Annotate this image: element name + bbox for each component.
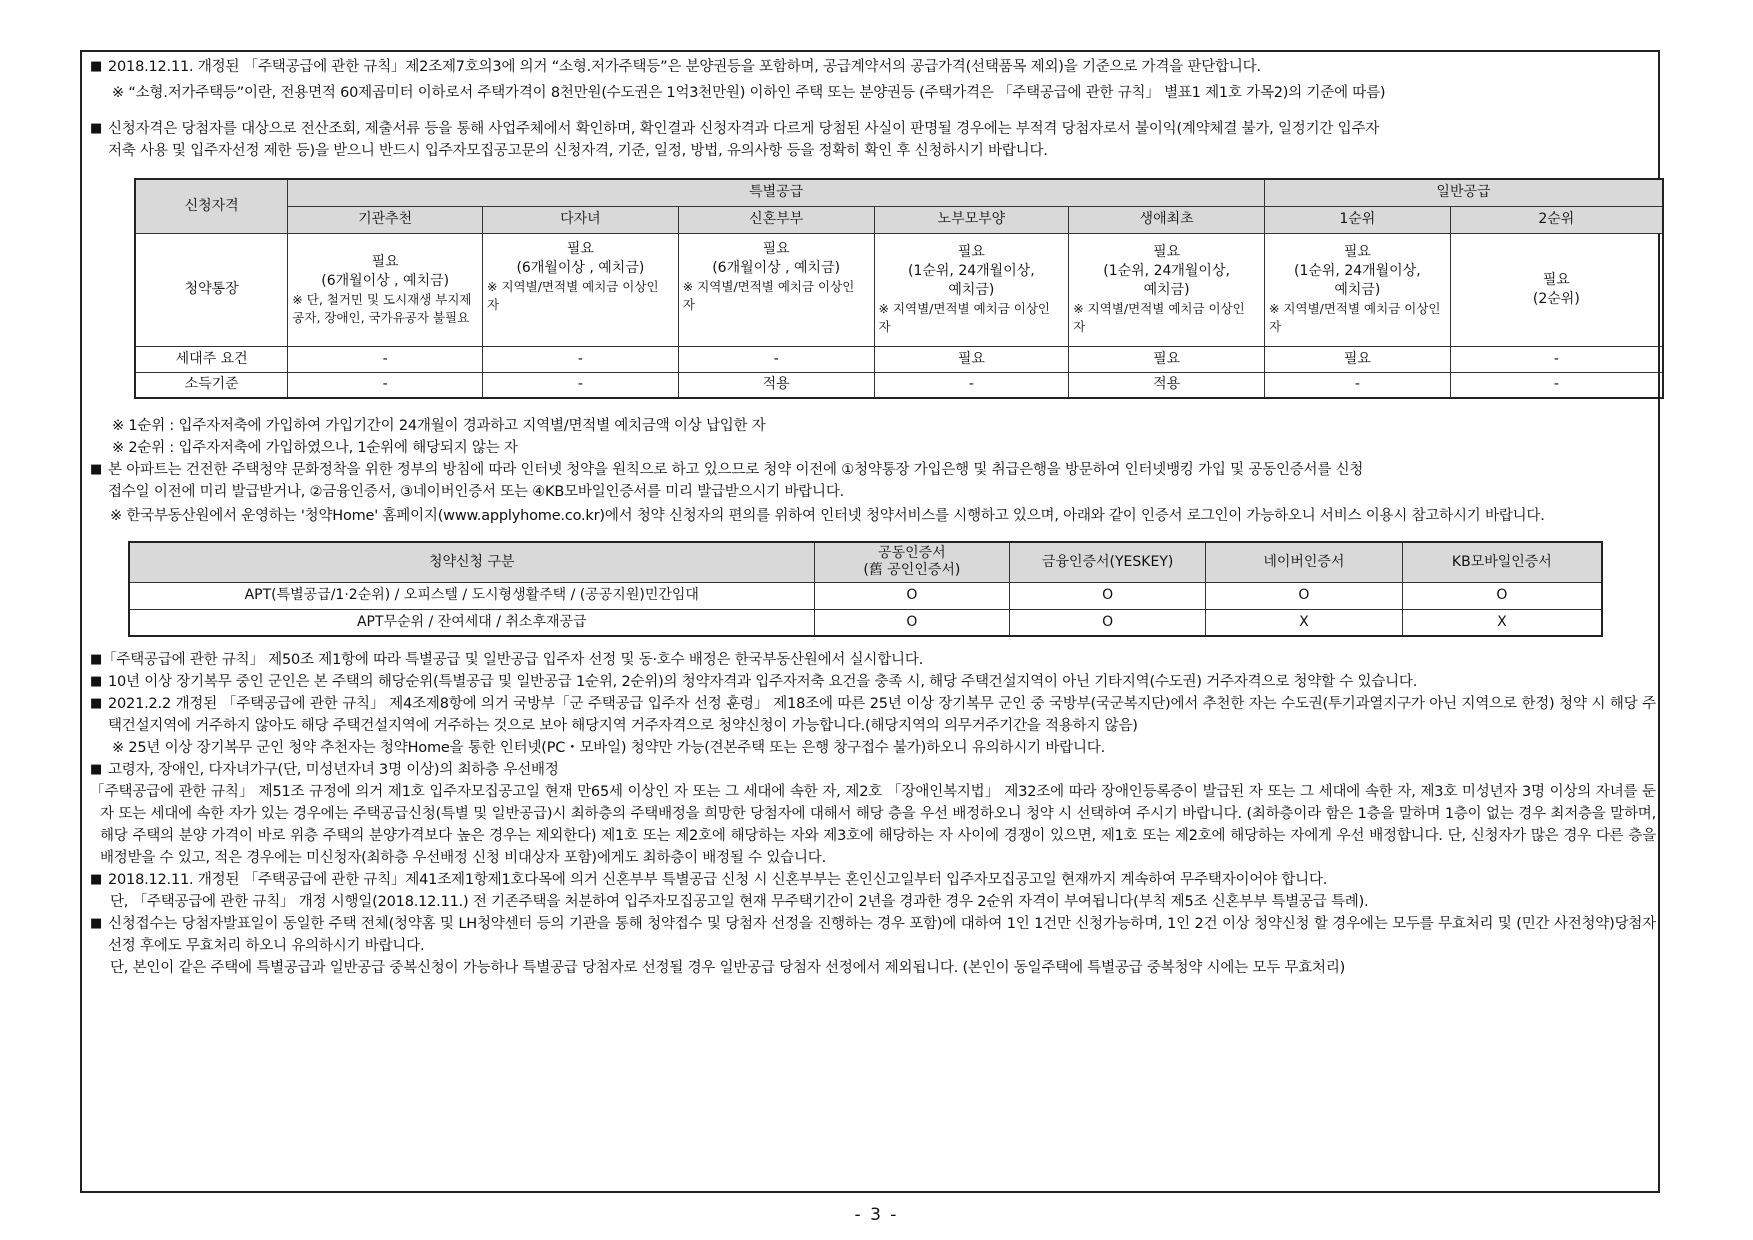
cert-header: 공동인증서 (舊 공인인증서) [814, 542, 1010, 582]
qual-general-supply-header: 일반공급 [1264, 179, 1663, 206]
note-rank-2: ※ 2순위 : 입주자저축에 가입하였으나, 1순위에 해당되지 않는 자 [112, 440, 518, 456]
cert-cell: O [1206, 582, 1403, 609]
cert-header: 금융인증서(YESKEY) [1010, 542, 1206, 582]
qual-cell: - [483, 346, 679, 372]
qual-cell: 필요 (1순위, 24개월이상, 예치금) ※ 지역별/면적별 예치금 이상인 자 [1264, 233, 1450, 346]
qual-cell: 필요 (2순위) [1450, 233, 1663, 346]
document-body [90, 56, 1656, 979]
qual-cell: - [288, 372, 483, 398]
qual-cell: - [1264, 372, 1450, 398]
qual-cell: 필요 (6개월이상 , 예치금) ※ 단, 철거민 및 도시재생 부지제공자, 장애인, 국가유공자 불필요 [288, 233, 483, 346]
qual-cell: 필요 [874, 346, 1069, 372]
cert-cell: O [1010, 609, 1206, 636]
qual-cell: - [288, 346, 483, 372]
note-small-low-price-definition: ※ “소형.저가주택등”이란, 전용면적 60제곱미터 이하로서 주택가격이 8천만원(수도권은 1억3천만원) 이하인 주택 또는 분양권등 (주택가격은 「주택공급에 관한 규칙」 별표1 제1호 가목2)의 기준에 따름) [112, 85, 1386, 101]
cert-cell: APT무순위 / 잔여세대 / 취소후재공급 [129, 609, 814, 636]
qual-cell: - [483, 372, 679, 398]
qual-cell: 필요 (6개월이상 , 예치금) ※ 지역별/면적별 예치금 이상인 자 [483, 233, 679, 346]
qual-col-header: 2순위 [1450, 206, 1663, 233]
paragraph-internet-application: ■ 본 아파트는 건전한 주택청약 문화정착을 위한 정부의 방침에 따라 인터넷 청약을 원칙으로 하고 있으므로 청약 이전에 ①청약통장 가입은행 및 취급은행을 방문하여 인터넷뱅킹 가입 및 공동인증서를 신청 접수일 이전에 미리 발급받거나, ②금융인증서, ③네이버인증서 또는 ④KB모바일인증서를 미리 발급받으시기 바랍니다. [90, 459, 1656, 503]
cert-row [129, 609, 1602, 636]
paragraph-lowest-floor-priority: ■ 고령자, 장애인, 다자녀가구(단, 미성년자녀 3명 이상)의 최하층 우선배정 [90, 759, 1656, 781]
qual-corner-header: 신청자격 [135, 179, 288, 233]
cert-cell: O [814, 609, 1010, 636]
qual-col-header: 1순위 [1264, 206, 1450, 233]
paragraph-long-service-soldier-25y: ■ 2021.2.2 개정된 「주택공급에 관한 규칙」 제4조제8항에 의거 국방부「군 주택공급 입주자 선정 훈령」 제18조에 따른 25년 이상 장기복무 군인 중 국방부(국군복지단)에서 추천한 자는 수도권(투기과열지구가 아닌 지역으로 한정) 청약 시 해당 주택건설지역에 거주하지 않아도 해당 주택건설지역에 거주하는 것으로 보아 해당지역 거주자격으로 청약신청이 가능합니다.(해당지역의 의무거주기간을 적용하지 않음) [90, 693, 1656, 737]
cert-header: KB모바일인증서 [1402, 542, 1602, 582]
bullet-icon: ■ [90, 762, 103, 777]
paragraph-lowest-floor-rules: 「주택공급에 관한 규칙」 제51조 규정에 의거 제1호 입주자모집공고일 현재 만65세 이상인 자 또는 그 세대에 속한 자, 제2호 「장애인복지법」 제32조에 따라 장애인등록증이 발급된 자 또는 그 세대에 속한 자, 제3호 미성년자 3명 이상의 자녀를 둔 자 또는 세대에 속한 자가 있는 경우에는 주택공급신청(특별 및 일반공급)시 최하층의 주택배정을 희망한 당첨자에 대해서 해당 층을 우선 배정하오니 청약 시 선택하여 주시기 바랍니다. (최하층이라 함은 1층을 말하며 1층이 없는 경우 최저층을 말하며, 해당 주택의 분양 가격이 바로 위층 주택의 분양가격보다 높은 경우는 제외한다) 제1호 또는 제2호에 해당하는 자와 제3호에 해당하는 자 사이에 경쟁이 있으면, 제1호 또는 제2호에 해당하는 자에게 우선 배정합니다. 단, 신청자가 많은 경우 다른 층을 배정받을 수 있고, 적은 경우에는 미신청자(최하층 우선배정 신청 비대상자 포함)에게도 최하층이 배정될 수 있습니다. [90, 784, 1656, 866]
qual-cell: - [874, 372, 1069, 398]
paragraph-newlywed-exception: 단, 「주택공급에 관한 규칙」 개정 시행일(2018.12.11.) 전 기존주택을 처분하여 입주자모집공고일 현재 무주택기간이 2년을 경과한 경우 2순위 자격이 부여됩니다(부칙 제5조 신혼부부 특별공급 특례). [110, 894, 1369, 910]
bullet-icon: ■ [90, 121, 103, 136]
note-rank-1: ※ 1순위 : 입주자저축에 가입하여 가입기간이 24개월이 경과하고 지역별/면적별 예치금액 이상 납입한 자 [112, 418, 766, 434]
bullet-icon: ■ [90, 696, 103, 711]
cert-row [129, 582, 1602, 609]
paragraph-newlywed-requirement: ■ 2018.12.11. 개정된 「주택공급에 관한 규칙」제41조제1항제1호다목에 의거 신혼부부 특별공급 신청 시 신혼부부는 혼인신고일부터 입주자모집공고일 현재까지 계속하여 무주택자이어야 합니다. [90, 869, 1656, 891]
paragraph-duplicate-application: ■ 신청접수는 당첨자발표일이 동일한 주택 전체(청약홈 및 LH청약센터 등의 기관을 통해 청약접수 및 당첨자 선정을 진행하는 경우 포함)에 대하여 1인 1건만 신청가능하며, 1인 2건 이상 청약신청 할 경우에는 모두를 무효처리 및 (민간 사전청약)당첨자 선정 후에도 무효처리 하오니 유의하시기 바랍니다. [90, 913, 1656, 957]
bullet-icon: ■ [90, 872, 103, 887]
bullet-icon: ■ [90, 462, 103, 477]
paragraph-selection-assignment: ■ 「주택공급에 관한 규칙」 제50조 제1항에 따라 특별공급 및 일반공급 입주자 선정 및 동·호수 배정은 한국부동산원에서 실시합니다. [90, 649, 1656, 671]
qual-cell: 적용 [678, 372, 874, 398]
qual-cell: - [1450, 372, 1663, 398]
qual-row-label: 세대주 요건 [135, 346, 288, 372]
cert-cell: O [814, 582, 1010, 609]
paragraph-duplicate-exception: 단, 본인이 같은 주택에 특별공급과 일반공급 중복신청이 가능하나 특별공급 당첨자로 선정될 경우 일반공급 당첨자 선정에서 제외됩니다. (본인이 동일주택에 특별공급 중복청약 시에는 모두 무효처리) [110, 960, 1346, 976]
qual-col-header: 다자녀 [483, 206, 679, 233]
cert-cell: O [1402, 582, 1602, 609]
qualification-table [134, 178, 1664, 399]
cert-cell: APT(특별공급/1·2순위) / 오피스텔 / 도시형생활주택 / (공공지원)민간임대 [129, 582, 814, 609]
paragraph-small-low-price-housing: ■ 2018.12.11. 개정된 「주택공급에 관한 규칙」제2조제7호의3에 의거 “소형.저가주택등”은 분양권등을 포함하며, 공급계약서의 공급가격(선택품목 제외)을 기준으로 가격을 판단합니다. [90, 56, 1656, 78]
cert-cell: X [1402, 609, 1602, 636]
qual-special-supply-header: 특별공급 [288, 179, 1265, 206]
cert-cell: X [1206, 609, 1403, 636]
paragraph-long-service-soldier-10y: ■ 10년 이상 장기복무 중인 군인은 본 주택의 해당순위(특별공급 및 일반공급 1순위, 2순위)의 청약자격과 입주자저축 요건을 충족 시, 해당 주택건설지역이 아닌 기타지역(수도권) 거주자격으로 청약할 수 있습니다. [90, 671, 1656, 693]
note-soldier-internet-only: ※ 25년 이상 장기복무 군인 청약 추천자는 청약Home을 통한 인터넷(PC・모바일) 청약만 가능(견본주택 또는 은행 창구접수 불가)하오니 유의하시기 바랍니다. [112, 740, 1105, 756]
bullet-icon: ■ [90, 652, 103, 667]
cert-header: 네이버인증서 [1206, 542, 1403, 582]
qual-row-household [135, 346, 1663, 372]
bullet-icon: ■ [90, 916, 103, 931]
certificate-table [128, 541, 1603, 637]
bullet-icon: ■ [90, 674, 103, 689]
cert-cell: O [1010, 582, 1206, 609]
qual-row-account [135, 233, 1663, 346]
qual-cell: 필요 (1순위, 24개월이상, 예치금) ※ 지역별/면적별 예치금 이상인 자 [1069, 233, 1265, 346]
qual-cell: - [1450, 346, 1663, 372]
qual-col-header: 신혼부부 [678, 206, 874, 233]
qual-row-income [135, 372, 1663, 398]
qual-row-label: 청약통장 [135, 233, 288, 346]
paragraph-eligibility-check: ■ 신청자격은 당첨자를 대상으로 전산조회, 제출서류 등을 통해 사업주체에서 확인하며, 확인결과 신청자격과 다르게 당첨된 사실이 판명될 경우에는 부적격 당첨자로서 불이익(계약체결 불가, 일정기간 입주자 저축 사용 및 입주자선정 제한 등)을 받으니 반드시 입주자모집공고문의 신청자격, 기준, 일정, 방법, 유의사항 등을 정확히 확인 후 신청하시기 바랍니다. [90, 118, 1656, 162]
qual-col-header: 기관추천 [288, 206, 483, 233]
qual-cell: 필요 (1순위, 24개월이상, 예치금) ※ 지역별/면적별 예치금 이상인 자 [874, 233, 1069, 346]
qual-cell: 적용 [1069, 372, 1265, 398]
qual-col-header: 생애최초 [1069, 206, 1265, 233]
qual-cell: 필요 [1264, 346, 1450, 372]
cert-header: 청약신청 구분 [129, 542, 814, 582]
qual-cell: 필요 (6개월이상 , 예치금) ※ 지역별/면적별 예치금 이상인 자 [678, 233, 874, 346]
qual-cell: 필요 [1069, 346, 1265, 372]
qual-col-header: 노부모부양 [874, 206, 1069, 233]
qual-row-label: 소득기준 [135, 372, 288, 398]
note-applyhome-certificates: ※ 한국부동산원에서 운영하는 '청약Home' 홈페이지(www.applyhome.co.kr)에서 청약 신청자의 편의를 위하여 인터넷 청약서비스를 시행하고 있으며, 아래와 같이 인증서 로그인이 가능하오니 서비스 이용시 참고하시기 바랍니다. [110, 508, 1545, 524]
qual-cell: - [678, 346, 874, 372]
page-number: - 3 - [854, 1205, 899, 1225]
bullet-icon: ■ [90, 59, 103, 74]
